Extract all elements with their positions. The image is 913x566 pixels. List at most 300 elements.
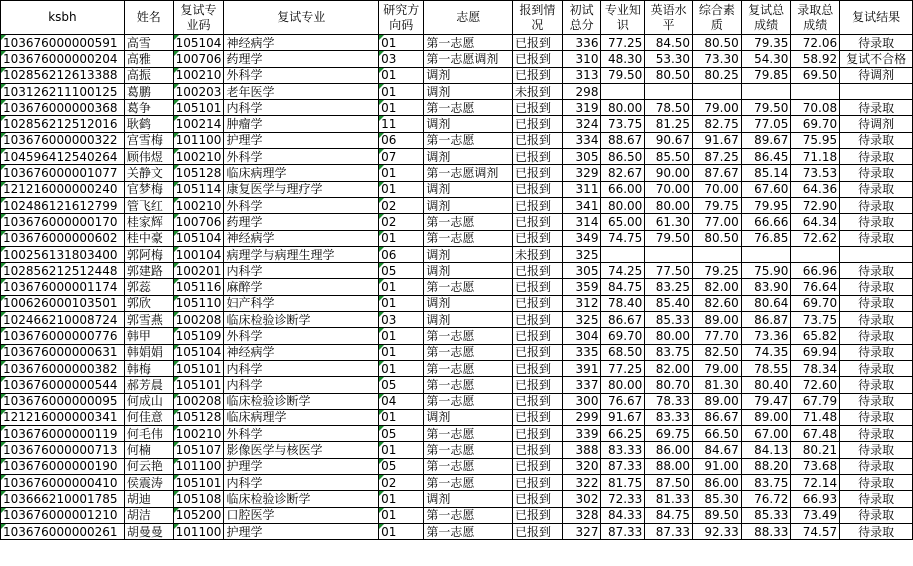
cell-major-code[interactable]: 100706 [173,51,224,67]
cell-ksbh[interactable]: 100256131803400 [1,246,125,262]
cell-initial-score[interactable]: 324 [562,116,601,132]
cell-name[interactable]: 胡迪 [124,491,173,507]
cell-retest-total[interactable]: 79.85 [741,67,791,83]
cell-ksbh[interactable]: 103676000001077 [1,165,125,181]
cell-name[interactable]: 郭雪燕 [124,312,173,328]
cell-direction-code[interactable]: 01 [379,409,424,425]
cell-initial-score[interactable]: 313 [562,67,601,83]
cell-retest-total[interactable]: 77.05 [741,116,791,132]
cell-direction-code[interactable]: 01 [379,165,424,181]
header-admission-total[interactable]: 录取总成绩 [791,1,840,35]
cell-initial-score[interactable]: 388 [562,442,601,458]
cell-direction-code[interactable]: 02 [379,475,424,491]
cell-english-level[interactable]: 85.50 [645,149,693,165]
cell-english-level[interactable]: 84.75 [645,507,693,523]
cell-name[interactable]: 桂家辉 [124,214,173,230]
cell-checkin-status[interactable]: 已报到 [513,165,563,181]
cell-retest-total[interactable]: 79.50 [741,100,791,116]
cell-ksbh[interactable]: 103666210001785 [1,491,125,507]
cell-professional-knowledge[interactable]: 69.70 [601,328,645,344]
cell-admission-total[interactable]: 72.14 [791,475,840,491]
cell-major-code[interactable]: 105114 [173,181,224,197]
cell-ksbh[interactable]: 103676000001210 [1,507,125,523]
cell-retest-total[interactable]: 83.75 [741,475,791,491]
header-ksbh[interactable]: ksbh [1,1,125,35]
cell-retest-total[interactable]: 89.67 [741,132,791,148]
cell-english-level[interactable]: 81.33 [645,491,693,507]
cell-major-code[interactable]: 101100 [173,523,224,539]
cell-checkin-status[interactable]: 已报到 [513,442,563,458]
cell-major[interactable]: 护理学 [224,523,379,539]
cell-overall-quality[interactable]: 77.70 [693,328,742,344]
header-professional-knowledge[interactable]: 专业知识 [601,1,645,35]
cell-checkin-status[interactable]: 已报到 [513,279,563,295]
cell-initial-score[interactable]: 335 [562,344,601,360]
cell-major-code[interactable]: 105101 [173,377,224,393]
cell-admission-total[interactable]: 72.90 [791,197,840,213]
cell-overall-quality[interactable]: 70.00 [693,181,742,197]
cell-overall-quality[interactable]: 89.00 [693,312,742,328]
cell-direction-code[interactable]: 06 [379,132,424,148]
cell-overall-quality[interactable]: 79.25 [693,263,742,279]
cell-name[interactable]: 胡洁 [124,507,173,523]
cell-retest-result[interactable]: 待录取 [840,409,913,425]
cell-major[interactable]: 临床检验诊断学 [224,312,379,328]
cell-retest-result[interactable]: 待录取 [840,295,913,311]
cell-ksbh[interactable]: 103676000000322 [1,132,125,148]
cell-professional-knowledge[interactable]: 88.67 [601,132,645,148]
cell-retest-result[interactable]: 待录取 [840,507,913,523]
header-checkin-status[interactable]: 报到情况 [513,1,563,35]
cell-retest-total[interactable]: 67.00 [741,426,791,442]
cell-retest-result[interactable]: 待录取 [840,523,913,539]
cell-ksbh[interactable]: 103676000000602 [1,230,125,246]
cell-major[interactable]: 神经病学 [224,230,379,246]
cell-name[interactable]: 韩娟娟 [124,344,173,360]
header-major[interactable]: 复试专业 [224,1,379,35]
cell-initial-score[interactable]: 305 [562,149,601,165]
cell-retest-result[interactable]: 待录取 [840,181,913,197]
cell-name[interactable]: 胡曼曼 [124,523,173,539]
cell-preference[interactable]: 第一志愿 [424,442,513,458]
cell-retest-total[interactable]: 86.87 [741,312,791,328]
cell-overall-quality[interactable]: 86.00 [693,475,742,491]
cell-overall-quality[interactable]: 81.30 [693,377,742,393]
cell-professional-knowledge[interactable]: 86.67 [601,312,645,328]
cell-direction-code[interactable]: 01 [379,442,424,458]
cell-ksbh[interactable]: 121216000000240 [1,181,125,197]
cell-name[interactable]: 何毛伟 [124,426,173,442]
cell-ksbh[interactable]: 102486121612799 [1,197,125,213]
cell-major[interactable]: 药理学 [224,51,379,67]
cell-retest-total[interactable]: 84.13 [741,442,791,458]
cell-professional-knowledge[interactable]: 84.33 [601,507,645,523]
cell-english-level[interactable]: 85.33 [645,312,693,328]
cell-initial-score[interactable]: 341 [562,197,601,213]
cell-english-level[interactable]: 87.50 [645,475,693,491]
cell-name[interactable]: 何成山 [124,393,173,409]
cell-preference[interactable]: 第一志愿调剂 [424,51,513,67]
cell-english-level[interactable] [645,83,693,99]
cell-initial-score[interactable]: 311 [562,181,601,197]
cell-initial-score[interactable]: 391 [562,360,601,376]
cell-name[interactable]: 郭建路 [124,263,173,279]
header-preference[interactable]: 志愿 [424,1,513,35]
cell-major[interactable]: 病理学与病理生理学 [224,246,379,262]
cell-major-code[interactable]: 100210 [173,67,224,83]
cell-retest-result[interactable]: 复试不合格 [840,51,913,67]
cell-retest-total[interactable]: 80.64 [741,295,791,311]
cell-preference[interactable]: 调剂 [424,83,513,99]
cell-checkin-status[interactable]: 已报到 [513,491,563,507]
cell-retest-result[interactable]: 待录取 [840,475,913,491]
cell-preference[interactable]: 第一志愿 [424,100,513,116]
cell-name[interactable]: 葛争 [124,100,173,116]
cell-preference[interactable]: 调剂 [424,197,513,213]
cell-major[interactable]: 外科学 [224,67,379,83]
cell-major-code[interactable]: 105110 [173,295,224,311]
cell-direction-code[interactable]: 05 [379,263,424,279]
cell-admission-total[interactable]: 78.34 [791,360,840,376]
cell-admission-total[interactable]: 73.75 [791,312,840,328]
cell-major[interactable]: 临床病理学 [224,165,379,181]
cell-ksbh[interactable]: 102466210008724 [1,312,125,328]
cell-overall-quality[interactable]: 87.25 [693,149,742,165]
cell-name[interactable]: 高雪 [124,35,173,51]
cell-admission-total[interactable]: 67.48 [791,426,840,442]
cell-major-code[interactable]: 101100 [173,458,224,474]
cell-overall-quality[interactable]: 77.00 [693,214,742,230]
cell-admission-total[interactable]: 72.62 [791,230,840,246]
cell-initial-score[interactable]: 325 [562,246,601,262]
cell-english-level[interactable]: 81.25 [645,116,693,132]
cell-ksbh[interactable]: 103676000000261 [1,523,125,539]
cell-ksbh[interactable]: 103676000000204 [1,51,125,67]
cell-admission-total[interactable]: 66.96 [791,263,840,279]
cell-direction-code[interactable]: 04 [379,393,424,409]
cell-ksbh[interactable]: 103676000000776 [1,328,125,344]
cell-major[interactable]: 药理学 [224,214,379,230]
cell-major-code[interactable]: 105101 [173,100,224,116]
cell-retest-total[interactable]: 89.00 [741,409,791,425]
cell-overall-quality[interactable]: 92.33 [693,523,742,539]
cell-name[interactable]: 郭蕊 [124,279,173,295]
cell-retest-result[interactable]: 待录取 [840,197,913,213]
cell-checkin-status[interactable]: 已报到 [513,344,563,360]
cell-retest-total[interactable]: 80.40 [741,377,791,393]
cell-ksbh[interactable]: 100626000103501 [1,295,125,311]
cell-overall-quality[interactable]: 66.50 [693,426,742,442]
header-direction-code[interactable]: 研究方向码 [379,1,424,35]
cell-retest-result[interactable] [840,83,913,99]
cell-initial-score[interactable]: 312 [562,295,601,311]
cell-english-level[interactable] [645,246,693,262]
cell-major-code[interactable]: 105107 [173,442,224,458]
cell-retest-total[interactable]: 83.90 [741,279,791,295]
cell-direction-code[interactable]: 01 [379,100,424,116]
cell-name[interactable]: 管飞红 [124,197,173,213]
cell-major-code[interactable]: 100210 [173,149,224,165]
cell-major[interactable]: 内科学 [224,475,379,491]
cell-english-level[interactable]: 90.00 [645,165,693,181]
cell-initial-score[interactable]: 334 [562,132,601,148]
cell-major-code[interactable]: 105200 [173,507,224,523]
cell-admission-total[interactable]: 69.94 [791,344,840,360]
cell-preference[interactable]: 第一志愿 [424,35,513,51]
cell-checkin-status[interactable]: 已报到 [513,100,563,116]
cell-major[interactable]: 麻醉学 [224,279,379,295]
cell-direction-code[interactable]: 05 [379,458,424,474]
cell-ksbh[interactable]: 104596412540264 [1,149,125,165]
cell-admission-total[interactable] [791,246,840,262]
cell-professional-knowledge[interactable]: 77.25 [601,360,645,376]
cell-professional-knowledge[interactable]: 83.33 [601,442,645,458]
cell-professional-knowledge[interactable]: 78.40 [601,295,645,311]
cell-checkin-status[interactable]: 已报到 [513,393,563,409]
cell-direction-code[interactable]: 01 [379,328,424,344]
cell-admission-total[interactable]: 73.68 [791,458,840,474]
cell-direction-code[interactable]: 01 [379,295,424,311]
cell-major-code[interactable]: 105101 [173,360,224,376]
cell-retest-total[interactable]: 78.55 [741,360,791,376]
cell-professional-knowledge[interactable]: 73.75 [601,116,645,132]
cell-retest-total[interactable]: 66.66 [741,214,791,230]
cell-major-code[interactable]: 100706 [173,214,224,230]
cell-admission-total[interactable]: 65.82 [791,328,840,344]
cell-admission-total[interactable]: 74.57 [791,523,840,539]
cell-preference[interactable]: 第一志愿 [424,507,513,523]
cell-major[interactable]: 内科学 [224,377,379,393]
cell-name[interactable]: 葛鹏 [124,83,173,99]
cell-english-level[interactable]: 61.30 [645,214,693,230]
cell-retest-result[interactable]: 待录取 [840,393,913,409]
cell-english-level[interactable]: 80.50 [645,67,693,83]
cell-direction-code[interactable]: 01 [379,507,424,523]
cell-preference[interactable]: 调剂 [424,409,513,425]
cell-ksbh[interactable]: 103676000000170 [1,214,125,230]
header-initial-score[interactable]: 初试总分 [562,1,601,35]
cell-professional-knowledge[interactable]: 84.75 [601,279,645,295]
cell-overall-quality[interactable]: 89.00 [693,393,742,409]
header-english-level[interactable]: 英语水平 [645,1,693,35]
cell-english-level[interactable]: 70.00 [645,181,693,197]
cell-professional-knowledge[interactable]: 91.67 [601,409,645,425]
cell-retest-total[interactable]: 75.90 [741,263,791,279]
cell-checkin-status[interactable]: 未报到 [513,83,563,99]
cell-name[interactable]: 韩甲 [124,328,173,344]
cell-retest-total[interactable]: 86.45 [741,149,791,165]
cell-retest-result[interactable]: 待录取 [840,360,913,376]
cell-direction-code[interactable]: 05 [379,377,424,393]
cell-professional-knowledge[interactable]: 79.50 [601,67,645,83]
cell-ksbh[interactable]: 103676000000119 [1,426,125,442]
cell-major[interactable]: 临床病理学 [224,409,379,425]
cell-initial-score[interactable]: 298 [562,83,601,99]
cell-professional-knowledge[interactable]: 80.00 [601,100,645,116]
cell-professional-knowledge[interactable]: 76.67 [601,393,645,409]
cell-preference[interactable]: 第一志愿 [424,214,513,230]
cell-checkin-status[interactable]: 已报到 [513,475,563,491]
cell-english-level[interactable]: 83.75 [645,344,693,360]
cell-major[interactable]: 外科学 [224,197,379,213]
cell-overall-quality[interactable]: 80.50 [693,35,742,51]
cell-direction-code[interactable]: 06 [379,246,424,262]
cell-name[interactable]: 郝芳晨 [124,377,173,393]
cell-checkin-status[interactable]: 已报到 [513,132,563,148]
cell-ksbh[interactable]: 103676000000190 [1,458,125,474]
cell-admission-total[interactable] [791,83,840,99]
cell-initial-score[interactable]: 337 [562,377,601,393]
cell-retest-total[interactable] [741,246,791,262]
cell-professional-knowledge[interactable]: 66.00 [601,181,645,197]
cell-major[interactable]: 临床检验诊断学 [224,491,379,507]
cell-preference[interactable]: 第一志愿 [424,523,513,539]
cell-english-level[interactable]: 79.50 [645,230,693,246]
cell-preference[interactable]: 调剂 [424,181,513,197]
cell-preference[interactable]: 调剂 [424,67,513,83]
cell-major-code[interactable]: 105116 [173,279,224,295]
cell-ksbh[interactable]: 103676000000410 [1,475,125,491]
cell-major[interactable]: 临床检验诊断学 [224,393,379,409]
cell-checkin-status[interactable]: 未报到 [513,246,563,262]
cell-major-code[interactable]: 105109 [173,328,224,344]
cell-professional-knowledge[interactable]: 86.50 [601,149,645,165]
cell-major[interactable]: 外科学 [224,328,379,344]
cell-direction-code[interactable]: 03 [379,51,424,67]
cell-checkin-status[interactable]: 已报到 [513,51,563,67]
cell-professional-knowledge[interactable]: 82.67 [601,165,645,181]
cell-ksbh[interactable]: 103126211100125 [1,83,125,99]
cell-admission-total[interactable]: 72.06 [791,35,840,51]
cell-preference[interactable]: 第一志愿 [424,344,513,360]
cell-admission-total[interactable]: 67.79 [791,393,840,409]
cell-preference[interactable]: 第一志愿 [424,279,513,295]
cell-professional-knowledge[interactable]: 74.75 [601,230,645,246]
cell-english-level[interactable]: 80.70 [645,377,693,393]
cell-preference[interactable]: 调剂 [424,491,513,507]
cell-checkin-status[interactable]: 已报到 [513,328,563,344]
cell-checkin-status[interactable]: 已报到 [513,67,563,83]
cell-ksbh[interactable]: 103676000000382 [1,360,125,376]
cell-english-level[interactable]: 80.00 [645,328,693,344]
cell-retest-total[interactable]: 67.60 [741,181,791,197]
cell-direction-code[interactable]: 01 [379,230,424,246]
cell-ksbh[interactable]: 102856212512016 [1,116,125,132]
cell-preference[interactable]: 第一志愿 [424,458,513,474]
cell-major[interactable]: 外科学 [224,426,379,442]
cell-professional-knowledge[interactable]: 74.25 [601,263,645,279]
cell-checkin-status[interactable]: 已报到 [513,507,563,523]
cell-retest-total[interactable]: 79.47 [741,393,791,409]
cell-name[interactable]: 何云艳 [124,458,173,474]
cell-major[interactable]: 内科学 [224,360,379,376]
cell-overall-quality[interactable]: 87.67 [693,165,742,181]
cell-english-level[interactable]: 77.50 [645,263,693,279]
cell-admission-total[interactable]: 69.70 [791,295,840,311]
cell-professional-knowledge[interactable]: 77.25 [601,35,645,51]
cell-checkin-status[interactable]: 已报到 [513,197,563,213]
cell-direction-code[interactable]: 01 [379,279,424,295]
cell-preference[interactable]: 第一志愿 [424,230,513,246]
cell-preference[interactable]: 调剂 [424,312,513,328]
cell-english-level[interactable]: 82.00 [645,360,693,376]
cell-major-code[interactable]: 100104 [173,246,224,262]
cell-professional-knowledge[interactable]: 72.33 [601,491,645,507]
cell-admission-total[interactable]: 69.50 [791,67,840,83]
cell-ksbh[interactable]: 103676000000544 [1,377,125,393]
cell-retest-total[interactable]: 85.33 [741,507,791,523]
cell-retest-result[interactable]: 待录取 [840,328,913,344]
cell-checkin-status[interactable]: 已报到 [513,149,563,165]
cell-initial-score[interactable]: 302 [562,491,601,507]
cell-overall-quality[interactable]: 82.75 [693,116,742,132]
cell-ksbh[interactable]: 102856212613388 [1,67,125,83]
cell-major[interactable]: 神经病学 [224,35,379,51]
cell-checkin-status[interactable]: 已报到 [513,35,563,51]
cell-name[interactable]: 宫雪梅 [124,132,173,148]
cell-initial-score[interactable]: 328 [562,507,601,523]
header-retest-result[interactable]: 复试结果 [840,1,913,35]
cell-name[interactable]: 官梦梅 [124,181,173,197]
cell-preference[interactable]: 调剂 [424,263,513,279]
cell-checkin-status[interactable]: 已报到 [513,295,563,311]
cell-ksbh[interactable]: 121216000000341 [1,409,125,425]
cell-professional-knowledge[interactable] [601,83,645,99]
cell-admission-total[interactable]: 58.92 [791,51,840,67]
cell-preference[interactable]: 第一志愿 [424,393,513,409]
cell-admission-total[interactable]: 64.36 [791,181,840,197]
header-major-code[interactable]: 复试专业码 [173,1,224,35]
cell-english-level[interactable]: 84.50 [645,35,693,51]
cell-initial-score[interactable]: 299 [562,409,601,425]
cell-professional-knowledge[interactable] [601,246,645,262]
cell-major[interactable]: 内科学 [224,263,379,279]
cell-direction-code[interactable]: 01 [379,67,424,83]
cell-initial-score[interactable]: 325 [562,312,601,328]
cell-ksbh[interactable]: 103676000000591 [1,35,125,51]
cell-major[interactable]: 护理学 [224,458,379,474]
cell-initial-score[interactable]: 304 [562,328,601,344]
cell-major-code[interactable]: 105128 [173,165,224,181]
cell-ksbh[interactable]: 103676000000631 [1,344,125,360]
cell-preference[interactable]: 第一志愿 [424,328,513,344]
cell-overall-quality[interactable]: 91.67 [693,132,742,148]
cell-major[interactable]: 神经病学 [224,344,379,360]
cell-retest-total[interactable]: 85.14 [741,165,791,181]
cell-major-code[interactable]: 100208 [173,393,224,409]
cell-major-code[interactable]: 100214 [173,116,224,132]
cell-english-level[interactable]: 69.75 [645,426,693,442]
cell-major[interactable]: 外科学 [224,149,379,165]
cell-initial-score[interactable]: 319 [562,100,601,116]
cell-major[interactable]: 口腔医学 [224,507,379,523]
cell-major[interactable]: 康复医学与理疗学 [224,181,379,197]
cell-retest-total[interactable]: 79.35 [741,35,791,51]
cell-ksbh[interactable]: 103676000000095 [1,393,125,409]
cell-checkin-status[interactable]: 已报到 [513,181,563,197]
cell-direction-code[interactable]: 01 [379,181,424,197]
cell-overall-quality[interactable]: 82.00 [693,279,742,295]
cell-major-code[interactable]: 100210 [173,426,224,442]
cell-english-level[interactable]: 78.50 [645,100,693,116]
cell-admission-total[interactable]: 73.53 [791,165,840,181]
cell-name[interactable]: 高振 [124,67,173,83]
cell-retest-total[interactable]: 76.72 [741,491,791,507]
cell-retest-result[interactable]: 待调剂 [840,116,913,132]
cell-preference[interactable]: 调剂 [424,116,513,132]
cell-direction-code[interactable]: 01 [379,523,424,539]
cell-retest-result[interactable]: 待录取 [840,377,913,393]
